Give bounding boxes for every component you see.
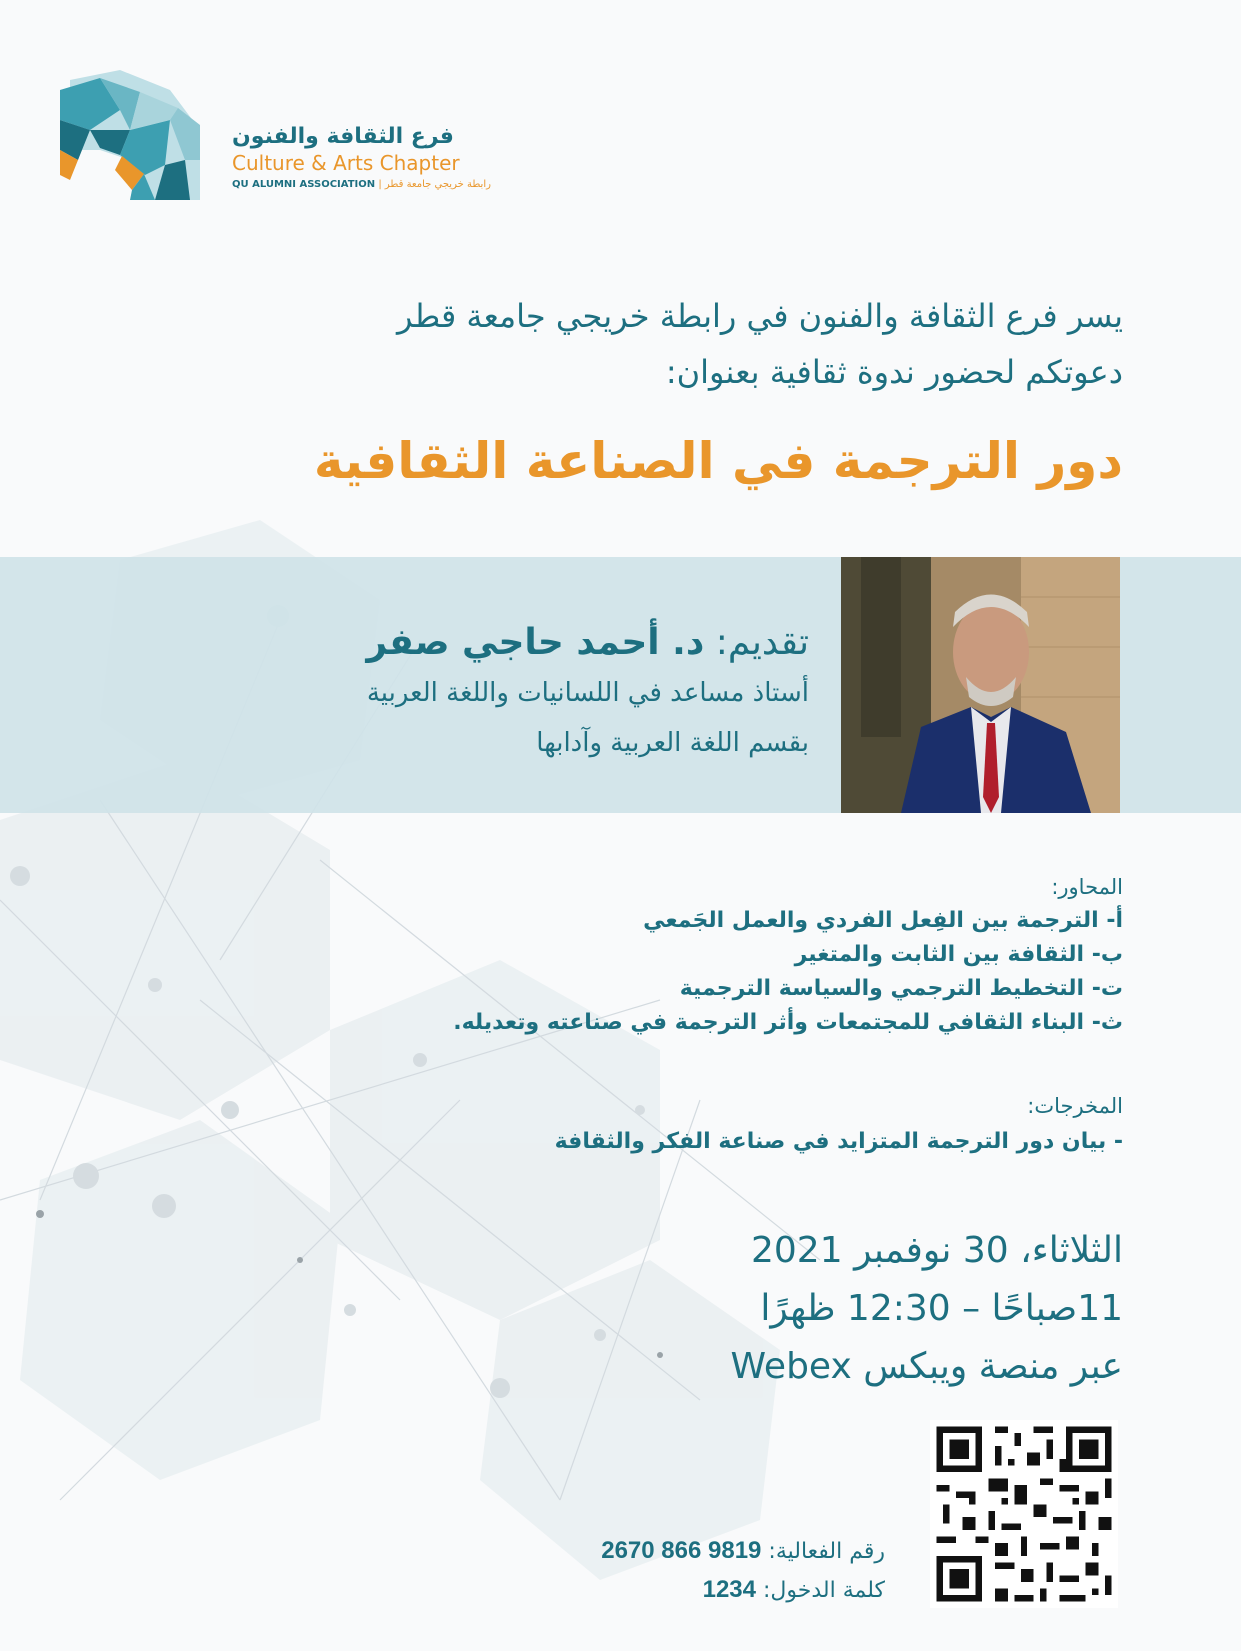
outcomes-heading: المخرجات: [1027, 1094, 1123, 1118]
event-details [423, 1222, 1123, 1396]
outcomes-section [223, 1088, 1123, 1160]
topic-item: ت- التخطيط الترجمي والسياسة الترجمية [679, 976, 1123, 1001]
meeting-number-value: 2670 866 9819 [601, 1537, 762, 1564]
event-time: 11صباحًا – 12:30 ظهرًا [760, 1288, 1123, 1329]
logo-association-ar: رابطة خريجي جامعة قطر [384, 179, 491, 190]
outcome-item: - بيان دور الترجمة المتزايد في صناعة الفكر والثقافة [554, 1129, 1123, 1154]
logo-separator: | [378, 179, 382, 190]
presenter-prefix: تقديم: [715, 622, 809, 663]
meeting-credentials [465, 1532, 885, 1610]
meeting-password-label: كلمة الدخول: [763, 1578, 885, 1603]
intro-line-1: يسر فرع الثقافة والفنون في رابطة خريجي جامعة قطر [397, 297, 1123, 335]
presenter-info [169, 618, 809, 768]
event-date: الثلاثاء، 30 نوفمبر 2021 [751, 1230, 1123, 1271]
event-platform: عبر منصة ويبكس Webex [730, 1346, 1123, 1387]
meeting-password-value: 1234 [702, 1576, 756, 1603]
topic-item: ب- الثقافة بين الثابت والمتغير [794, 942, 1123, 967]
meeting-number-label: رقم الفعالية: [768, 1539, 885, 1564]
topic-item: أ- الترجمة بين الفِعل الفردي والعمل الجَمعي [643, 908, 1123, 933]
logo-title-ar: فرع الثقافة والفنون [232, 124, 454, 149]
event-title: دور الترجمة في الصناعة الثقافية [313, 432, 1123, 490]
logo-association [232, 179, 562, 190]
presenter-name: د. أحمد حاجي صفر [366, 622, 705, 663]
presenter-photo [841, 557, 1120, 813]
presenter-role-2: بقسم اللغة العربية وآدابها [536, 728, 809, 758]
meeting-password-row [465, 1571, 885, 1610]
culture-arts-logo [60, 70, 200, 200]
intro-text [223, 288, 1123, 400]
meeting-number-row [465, 1532, 885, 1571]
presenter-role-1: أستاذ مساعد في اللسانيات واللغة العربية [366, 678, 809, 708]
topics-section [223, 870, 1123, 1040]
presenter-name-line [169, 618, 809, 668]
topics-heading: المحاور: [1051, 875, 1123, 899]
qr-code[interactable] [930, 1420, 1118, 1608]
intro-line-2: دعوتكم لحضور ندوة ثقافية بعنوان: [665, 353, 1123, 391]
logo-text [232, 124, 562, 190]
logo-association-en: QU ALUMNI ASSOCIATION [232, 179, 376, 190]
logo-title-en: Culture & Arts Chapter [232, 151, 460, 175]
topic-item: ث- البناء الثقافي للمجتمعات وأثر الترجمة في صناعته وتعديله. [453, 1010, 1123, 1035]
